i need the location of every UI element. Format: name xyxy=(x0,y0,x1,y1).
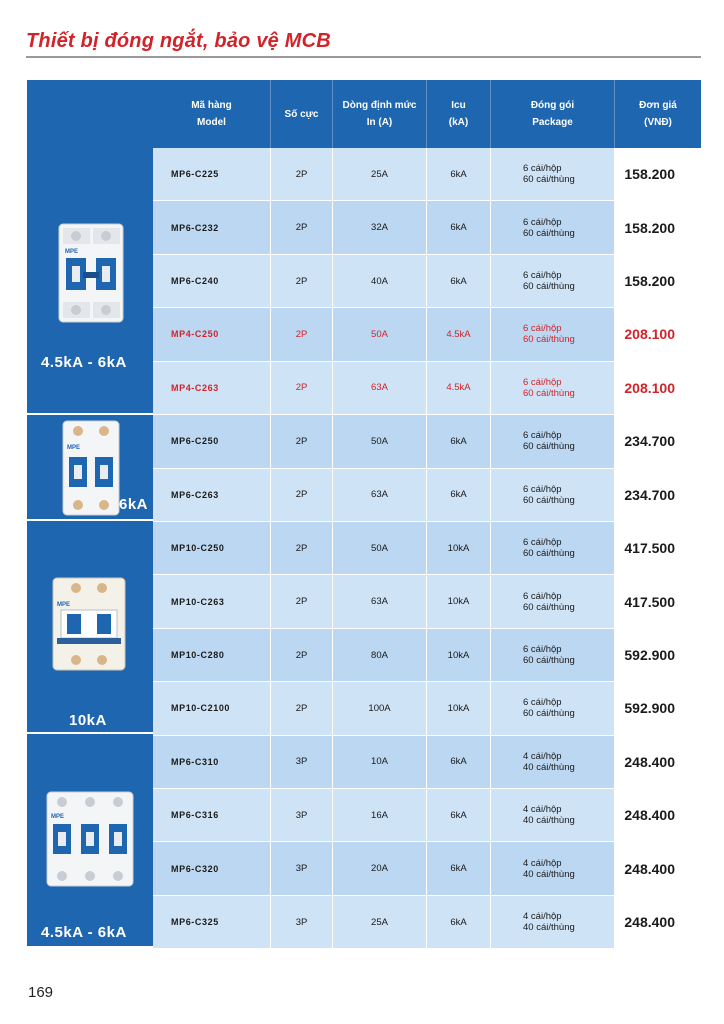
cell-icu: 10kA xyxy=(427,629,491,681)
header-rated-current xyxy=(333,80,427,148)
cell-model: MP10-C2100 xyxy=(153,682,271,734)
page-number: 169 xyxy=(28,984,54,1001)
cell-package xyxy=(491,308,615,360)
cell-poles: 2P xyxy=(271,255,333,307)
header-price-line1: Đơn giá xyxy=(639,100,677,111)
cell-price: 158.200 xyxy=(615,255,701,307)
cell-poles: 2P xyxy=(271,415,333,467)
package-box: 6 cái/hộp xyxy=(523,644,562,655)
package-carton: 60 cái/thùng xyxy=(523,334,575,346)
cell-price: 208.100 xyxy=(615,362,701,414)
cell-price: 234.700 xyxy=(615,469,701,521)
cell-icu: 10kA xyxy=(427,522,491,574)
product-group-4 xyxy=(27,734,153,946)
cell-price: 248.400 xyxy=(615,736,701,788)
table-row xyxy=(153,629,701,682)
cell-model: MP6-C232 xyxy=(153,201,271,253)
cell-price: 592.900 xyxy=(615,682,701,734)
cell-package xyxy=(491,469,615,521)
cell-poles: 2P xyxy=(271,201,333,253)
cell-price: 234.700 xyxy=(615,415,701,467)
cell-price: 248.400 xyxy=(615,842,701,894)
header-price xyxy=(615,80,701,148)
cell-package xyxy=(491,736,615,788)
cell-rated: 10A xyxy=(333,736,427,788)
cell-package xyxy=(491,575,615,627)
cell-rated: 63A xyxy=(333,575,427,627)
package-carton: 60 cái/thùng xyxy=(523,548,575,560)
header-model-line1: Mã hàng xyxy=(191,100,232,111)
cell-model: MP4-C250 xyxy=(153,308,271,360)
cell-package xyxy=(491,201,615,253)
cell-poles: 2P xyxy=(271,575,333,627)
cell-icu: 10kA xyxy=(427,682,491,734)
package-carton: 60 cái/thùng xyxy=(523,441,575,453)
cell-icu: 6kA xyxy=(427,842,491,894)
package-carton: 60 cái/thùng xyxy=(523,174,575,186)
cell-price: 592.900 xyxy=(615,629,701,681)
title-divider xyxy=(26,56,701,58)
cell-icu: 6kA xyxy=(427,789,491,841)
header-model-line2: Model xyxy=(197,117,226,128)
header-icu-line2: (kA) xyxy=(448,117,469,128)
cell-icu: 6kA xyxy=(427,415,491,467)
header-poles xyxy=(271,80,333,148)
mcb-price-table xyxy=(27,80,701,946)
cell-package xyxy=(491,789,615,841)
header-poles-label: Số cực xyxy=(284,108,319,120)
cell-price: 417.500 xyxy=(615,575,701,627)
product-image-column xyxy=(27,80,153,946)
header-rated-line2: In (A) xyxy=(366,117,393,128)
cell-model: MP4-C263 xyxy=(153,362,271,414)
cell-model: MP6-C240 xyxy=(153,255,271,307)
cell-model: MP6-C310 xyxy=(153,736,271,788)
package-box: 4 cái/hộp xyxy=(523,857,562,869)
package-carton: 40 cái/thùng xyxy=(523,761,575,773)
table-row-highlighted xyxy=(153,308,701,361)
package-box: 4 cái/hộp xyxy=(523,911,562,923)
cell-package xyxy=(491,415,615,467)
package-carton: 60 cái/thùng xyxy=(523,494,575,506)
cell-price: 248.400 xyxy=(615,896,701,948)
package-box: 6 cái/hộp xyxy=(523,430,562,442)
cell-rated: 80A xyxy=(333,629,427,681)
cell-poles: 2P xyxy=(271,148,333,200)
cell-model: MP6-C316 xyxy=(153,789,271,841)
cell-package xyxy=(491,148,615,200)
mcb-3-pole-icon xyxy=(45,790,135,888)
cell-icu: 6kA xyxy=(427,255,491,307)
cell-poles: 3P xyxy=(271,789,333,841)
cell-icu: 4.5kA xyxy=(427,308,491,360)
cell-poles: 3P xyxy=(271,842,333,894)
cell-icu: 10kA xyxy=(427,575,491,627)
cell-model: MP6-C263 xyxy=(153,469,271,521)
cell-rated: 25A xyxy=(333,896,427,948)
cell-package xyxy=(491,629,615,681)
cell-package xyxy=(491,842,615,894)
cell-rated: 100A xyxy=(333,682,427,734)
package-box: 6 cái/hộp xyxy=(523,590,562,602)
cell-poles: 2P xyxy=(271,682,333,734)
product-group-3 xyxy=(27,521,153,734)
cell-rated: 50A xyxy=(333,415,427,467)
cell-poles: 2P xyxy=(271,308,333,360)
package-carton: 60 cái/thùng xyxy=(523,601,575,613)
group-label: 10kA xyxy=(69,712,107,729)
header-package xyxy=(491,80,615,148)
cell-rated: 25A xyxy=(333,148,427,200)
table-row xyxy=(153,682,701,735)
package-box: 4 cái/hộp xyxy=(523,750,562,762)
package-box: 6 cái/hộp xyxy=(523,537,562,549)
header-icu xyxy=(427,80,491,148)
header-model xyxy=(153,80,271,148)
cell-model: MP6-C250 xyxy=(153,415,271,467)
table-row xyxy=(153,842,701,895)
header-rated-line1: Dòng định mức xyxy=(342,100,417,111)
cell-poles: 3P xyxy=(271,896,333,948)
table-row-highlighted xyxy=(153,362,701,415)
package-box: 6 cái/hộp xyxy=(523,483,562,495)
package-carton: 40 cái/thùng xyxy=(523,815,575,827)
cell-poles: 2P xyxy=(271,522,333,574)
package-box: 6 cái/hộp xyxy=(523,270,562,282)
table-row xyxy=(153,415,701,468)
package-carton: 40 cái/thùng xyxy=(523,868,575,880)
header-package-line2: Package xyxy=(532,117,573,128)
cell-model: MP10-C280 xyxy=(153,629,271,681)
header-package-line1: Đóng gói xyxy=(530,100,575,111)
table-row xyxy=(153,522,701,575)
svg-text:MPE: MPE xyxy=(51,814,65,820)
cell-rated: 16A xyxy=(333,789,427,841)
mcb-2-pole-icon xyxy=(57,222,125,324)
cell-package xyxy=(491,682,615,734)
mcb-2-pole-10ka-icon xyxy=(51,576,127,672)
cell-icu: 4.5kA xyxy=(427,362,491,414)
package-carton: 60 cái/thùng xyxy=(523,655,575,666)
table-header xyxy=(153,80,701,148)
cell-rated: 63A xyxy=(333,469,427,521)
cell-icu: 6kA xyxy=(427,896,491,948)
svg-text:MPE: MPE xyxy=(65,249,79,255)
mcb-2-pole-compact-icon xyxy=(61,419,121,517)
table-row xyxy=(153,575,701,628)
table-body xyxy=(153,148,701,949)
table-row xyxy=(153,736,701,789)
header-icu-line1: Icu xyxy=(451,100,466,111)
cell-package xyxy=(491,896,615,948)
cell-model: MP10-C250 xyxy=(153,522,271,574)
table-row xyxy=(153,789,701,842)
cell-model: MP6-C320 xyxy=(153,842,271,894)
cell-price: 417.500 xyxy=(615,522,701,574)
cell-icu: 6kA xyxy=(427,469,491,521)
cell-rated: 40A xyxy=(333,255,427,307)
cell-icu: 6kA xyxy=(427,201,491,253)
package-carton: 60 cái/thùng xyxy=(523,227,575,239)
cell-rated: 50A xyxy=(333,308,427,360)
package-box: 4 cái/hộp xyxy=(523,804,562,816)
package-box: 6 cái/hộp xyxy=(523,163,562,175)
cell-price: 158.200 xyxy=(615,148,701,200)
package-box: 6 cái/hộp xyxy=(523,216,562,228)
cell-model: MP6-C325 xyxy=(153,896,271,948)
cell-rated: 63A xyxy=(333,362,427,414)
cell-package xyxy=(491,255,615,307)
cell-poles: 2P xyxy=(271,629,333,681)
page-title: Thiết bị đóng ngắt, bảo vệ MCB xyxy=(26,30,331,52)
table-row xyxy=(153,255,701,308)
cell-poles: 2P xyxy=(271,469,333,521)
cell-price: 158.200 xyxy=(615,201,701,253)
package-carton: 40 cái/thùng xyxy=(523,922,575,934)
product-group-1 xyxy=(27,80,153,415)
cell-price: 208.100 xyxy=(615,308,701,360)
package-carton: 60 cái/thùng xyxy=(523,387,575,399)
cell-rated: 32A xyxy=(333,201,427,253)
group-label: 6kA xyxy=(119,496,149,513)
table-row xyxy=(153,469,701,522)
svg-text:MPE: MPE xyxy=(57,602,71,608)
product-group-2 xyxy=(27,415,153,521)
cell-rated: 20A xyxy=(333,842,427,894)
package-carton: 60 cái/thùng xyxy=(523,708,575,720)
cell-price: 248.400 xyxy=(615,789,701,841)
header-price-line2: (VNĐ) xyxy=(644,117,672,128)
cell-poles: 2P xyxy=(271,362,333,414)
table-row xyxy=(153,896,701,949)
cell-package xyxy=(491,522,615,574)
table-row xyxy=(153,148,701,201)
cell-poles: 3P xyxy=(271,736,333,788)
cell-icu: 6kA xyxy=(427,148,491,200)
cell-icu: 6kA xyxy=(427,736,491,788)
cell-model: MP6-C225 xyxy=(153,148,271,200)
package-box: 6 cái/hộp xyxy=(523,323,562,335)
package-carton: 60 cái/thùng xyxy=(523,281,575,293)
group-label: 4.5kA - 6kA xyxy=(41,924,127,941)
package-box: 6 cái/hộp xyxy=(523,376,562,388)
package-box: 6 cái/hộp xyxy=(523,697,562,709)
group-label: 4.5kA - 6kA xyxy=(41,354,127,371)
cell-rated: 50A xyxy=(333,522,427,574)
table-row xyxy=(153,201,701,254)
cell-model: MP10-C263 xyxy=(153,575,271,627)
svg-text:MPE: MPE xyxy=(67,445,81,451)
cell-package xyxy=(491,362,615,414)
